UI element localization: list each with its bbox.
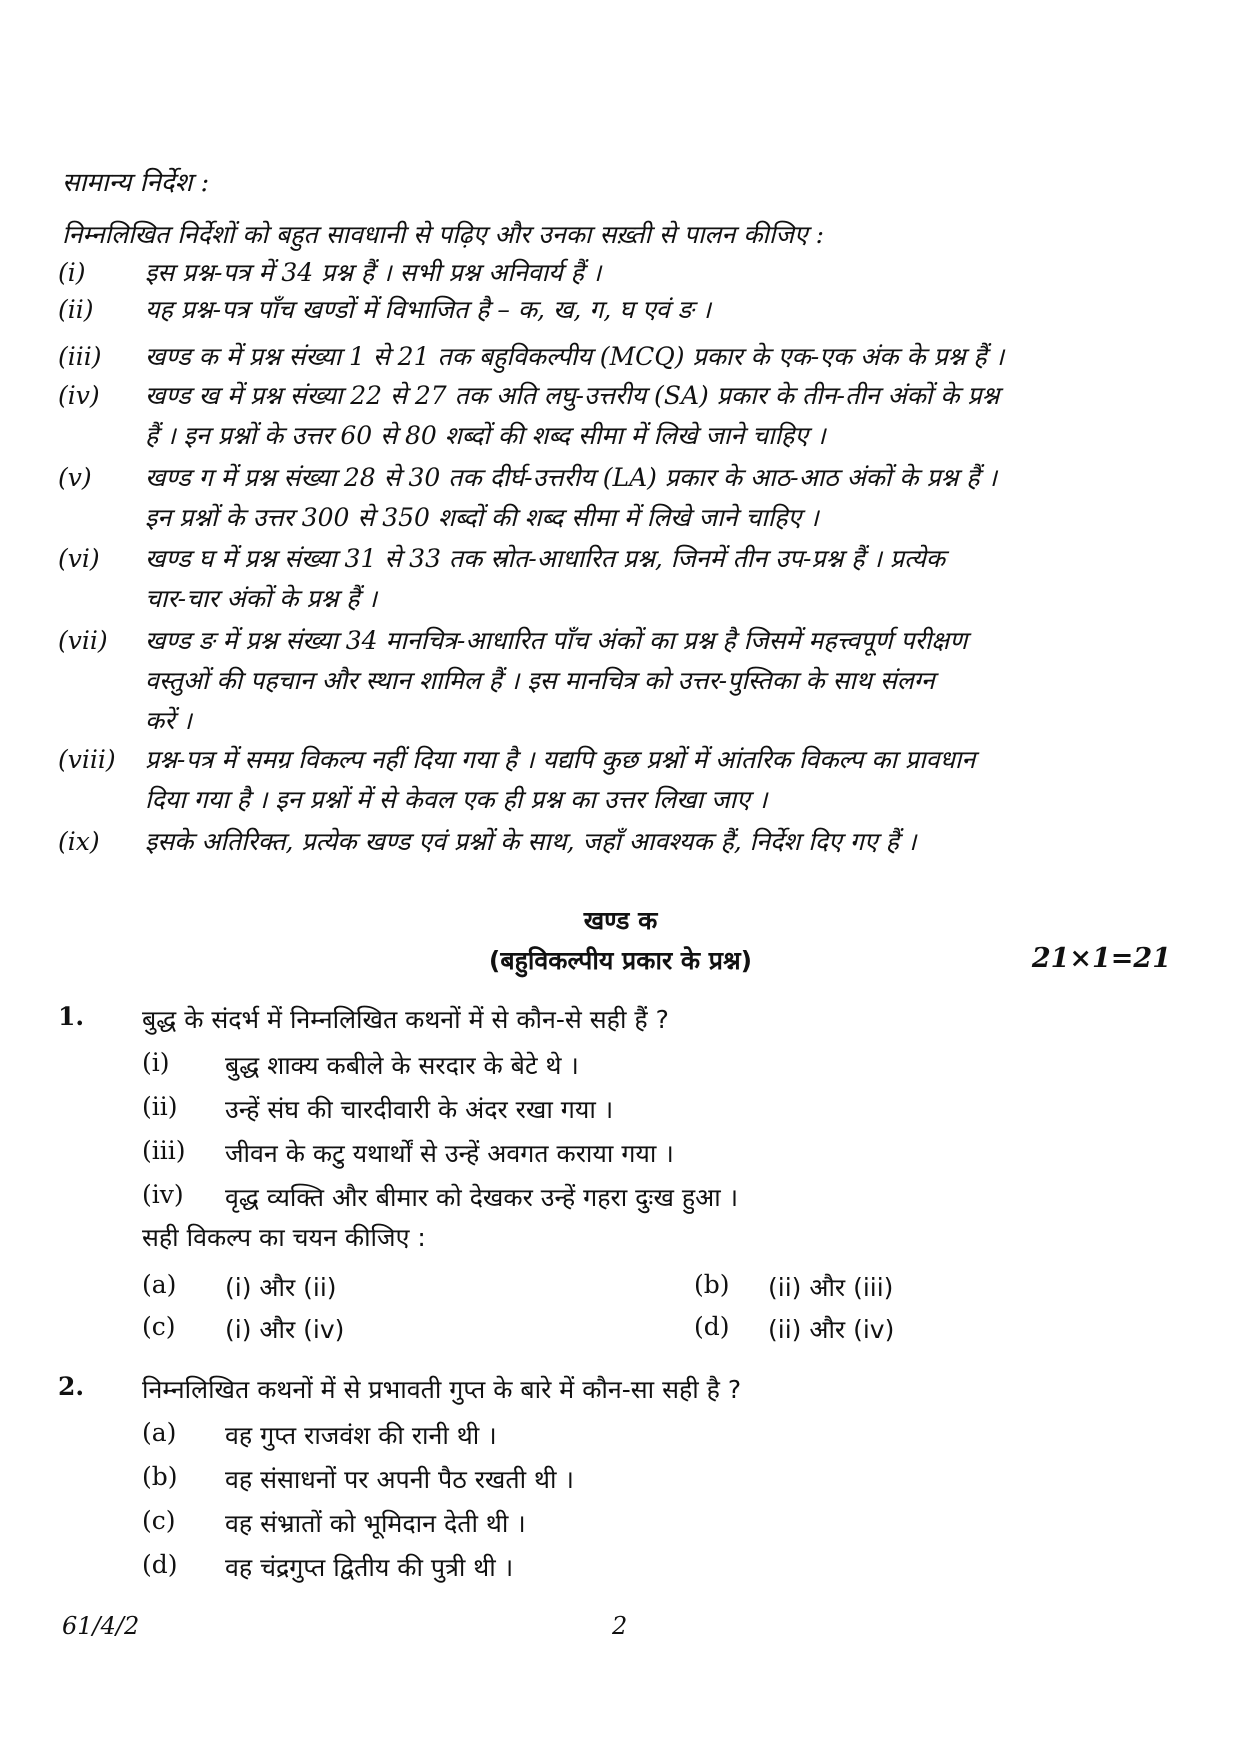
option-text: वह गुप्त राजवंश की रानी थी । bbox=[225, 1421, 497, 1450]
option-label: (d) bbox=[142, 1550, 178, 1579]
instruction-number: (vi) bbox=[58, 544, 100, 573]
option-label: (c) bbox=[142, 1312, 176, 1341]
question-number: 2. bbox=[58, 1372, 85, 1401]
statement-label: (ii) bbox=[142, 1092, 178, 1121]
instruction-number: (iii) bbox=[58, 342, 102, 371]
instruction-line: इस प्रश्न-पत्र में 34 प्रश्न हैं । सभी प्रश्न अनिवार्य हैं । bbox=[145, 258, 602, 287]
instruction-line: खण्ड ङ में प्रश्न संख्या 34 मानचित्र-आधारित पाँच अंकों का प्रश्न है जिसमें महत्त्वपूर्ण परीक्षण bbox=[145, 626, 968, 655]
page-number: 2 bbox=[612, 1612, 628, 1640]
option-label: (a) bbox=[142, 1270, 177, 1299]
general-instructions-title: सामान्य निर्देश : bbox=[62, 168, 210, 198]
instruction-number: (viii) bbox=[58, 745, 116, 774]
instruction-line: करें । bbox=[145, 706, 192, 735]
question-text: बुद्ध के संदर्भ में निम्नलिखित कथनों में से कौन-से सही हैं ? bbox=[142, 1005, 669, 1034]
instruction-line: वस्तुओं की पहचान और स्थान शामिल हैं । इस मानचित्र को उत्तर-पुस्तिका के साथ संलग्न bbox=[145, 666, 935, 695]
option-text: वह संसाधनों पर अपनी पैठ रखती थी । bbox=[225, 1465, 574, 1494]
option-label: (b) bbox=[694, 1270, 730, 1299]
instruction-line: खण्ड ग में प्रश्न संख्या 28 से 30 तक दीर्घ-उत्तरीय (LA) प्रकार के आठ-आठ अंकों के प्रश्न हैं । bbox=[145, 463, 997, 492]
statement-label: (iv) bbox=[142, 1180, 184, 1209]
option-text: वह संभ्रातों को भूमिदान देती थी । bbox=[225, 1509, 526, 1538]
instruction-number: (ix) bbox=[58, 827, 100, 856]
instruction-number: (ii) bbox=[58, 295, 94, 324]
instruction-line: खण्ड ख में प्रश्न संख्या 22 से 27 तक अति लघु-उत्तरीय (SA) प्रकार के तीन-तीन अंकों के प्रश्न bbox=[145, 381, 1000, 410]
statement-text: बुद्ध शाक्य कबीले के सरदार के बेटे थे । bbox=[225, 1051, 579, 1080]
section-title: खण्ड क bbox=[583, 906, 658, 935]
instruction-line: प्रश्न-पत्र में समग्र विकल्प नहीं दिया गया है । यद्यपि कुछ प्रश्नों में आंतरिक विकल्प का प्रावधान bbox=[145, 745, 976, 774]
instruction-line: चार-चार अंकों के प्रश्न हैं । bbox=[145, 584, 377, 613]
instruction-line: खण्ड घ में प्रश्न संख्या 31 से 33 तक स्रोत-आधारित प्रश्न, जिनमें तीन उप-प्रश्न हैं । प्रत्येक bbox=[145, 544, 946, 573]
instruction-line: इन प्रश्नों के उत्तर 300 से 350 शब्दों की शब्द सीमा में लिखे जाने चाहिए । bbox=[145, 503, 819, 532]
instruction-line: खण्ड क में प्रश्न संख्या 1 से 21 तक बहुविकल्पीय (MCQ) प्रकार के एक-एक अंक के प्रश्न हैं । bbox=[145, 342, 1005, 371]
option-text: (i) और (iv) bbox=[225, 1315, 345, 1344]
statement-text: जीवन के कटु यथार्थों से उन्हें अवगत कराया गया । bbox=[225, 1139, 674, 1168]
option-label: (a) bbox=[142, 1418, 177, 1447]
general-instructions-intro: निम्नलिखित निर्देशों को बहुत सावधानी से पढ़िए और उनका सख़्ती से पालन कीजिए : bbox=[62, 220, 825, 249]
paper-code: 61/4/2 bbox=[62, 1612, 140, 1640]
instruction-line: यह प्रश्न-पत्र पाँच खण्डों में विभाजित है – क, ख, ग, घ एवं ङ । bbox=[145, 295, 711, 324]
option-text: (ii) और (iii) bbox=[768, 1273, 894, 1302]
statement-label: (i) bbox=[142, 1048, 170, 1077]
instruction-line: दिया गया है । इन प्रश्नों में से केवल एक ही प्रश्न का उत्तर लिखा जाए । bbox=[145, 785, 768, 814]
section-subtitle: (बहुविकल्पीय प्रकार के प्रश्न) bbox=[488, 946, 753, 975]
statement-text: उन्हें संघ की चारदीवारी के अंदर रखा गया । bbox=[225, 1095, 614, 1124]
question-text: निम्नलिखित कथनों में से प्रभावती गुप्त के बारे में कौन-सा सही है ? bbox=[142, 1375, 742, 1404]
option-label: (c) bbox=[142, 1506, 176, 1535]
question-number: 1. bbox=[58, 1002, 85, 1031]
instruction-line: हैं । इन प्रश्नों के उत्तर 60 से 80 शब्दों की शब्द सीमा में लिखे जाने चाहिए । bbox=[145, 421, 826, 450]
instruction-number: (i) bbox=[58, 258, 86, 287]
option-label: (d) bbox=[694, 1312, 730, 1341]
instruction-number: (v) bbox=[58, 463, 92, 492]
instruction-number: (vii) bbox=[58, 626, 108, 655]
statement-label: (iii) bbox=[142, 1136, 186, 1165]
option-text: वह चंद्रगुप्त द्वितीय की पुत्री थी । bbox=[225, 1553, 514, 1582]
option-text: (i) और (ii) bbox=[225, 1273, 337, 1302]
statement-text: वृद्ध व्यक्ति और बीमार को देखकर उन्हें गहरा दुःख हुआ । bbox=[225, 1183, 739, 1212]
instruction-line: इसके अतिरिक्त, प्रत्येक खण्ड एवं प्रश्नों के साथ, जहाँ आवश्यक हैं, निर्देश दिए गए हैं । bbox=[145, 827, 917, 856]
option-label: (b) bbox=[142, 1462, 178, 1491]
question-prompt: सही विकल्प का चयन कीजिए : bbox=[142, 1223, 426, 1252]
instruction-number: (iv) bbox=[58, 381, 100, 410]
section-marks: 21×1=21 bbox=[1031, 943, 1171, 974]
option-text: (ii) और (iv) bbox=[768, 1315, 895, 1344]
